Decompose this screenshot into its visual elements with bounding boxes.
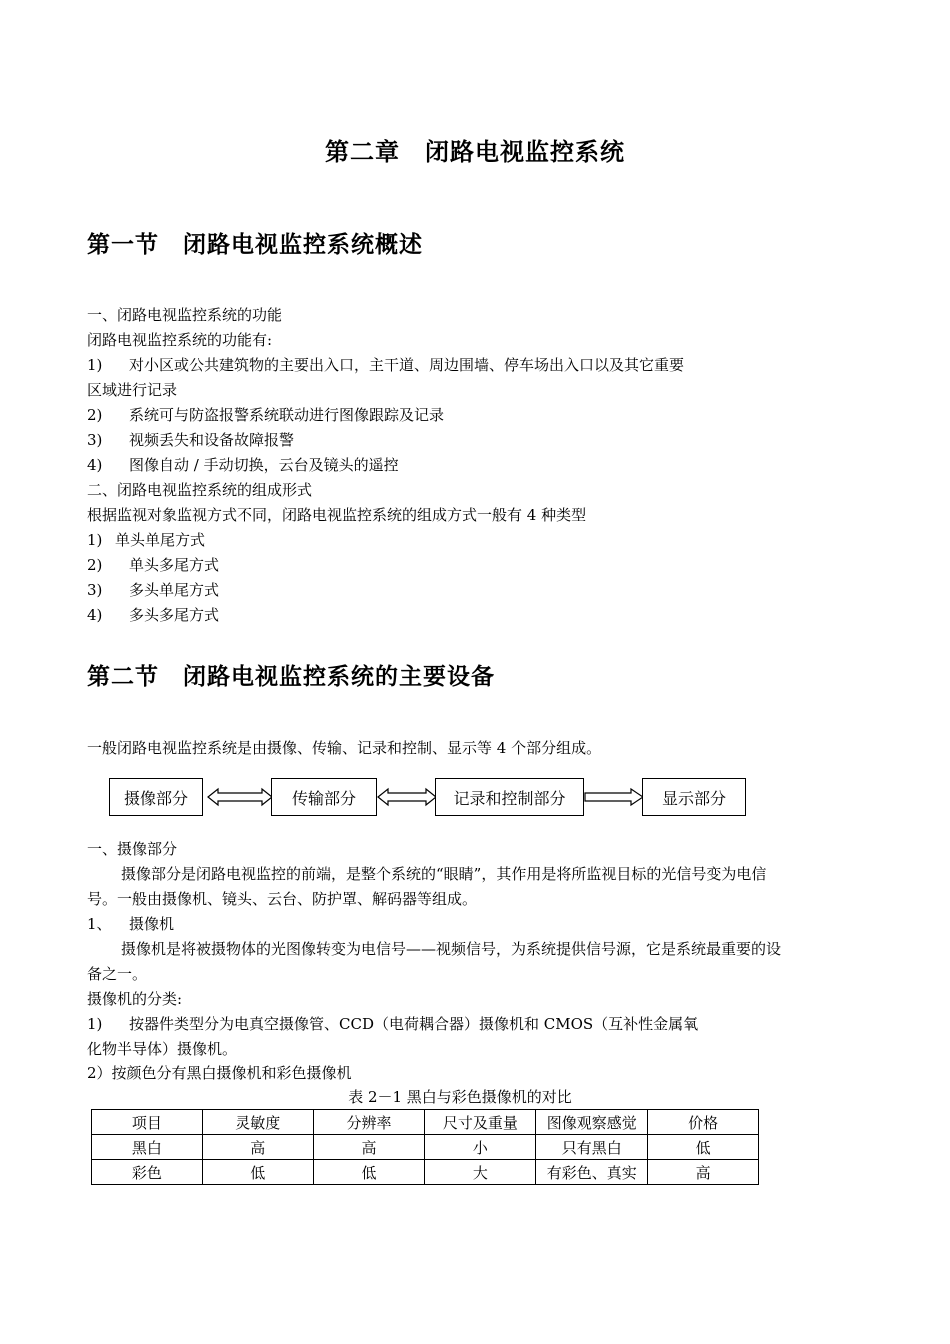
table-header-cell: 价格 — [648, 1110, 759, 1135]
table-cell: 低 — [648, 1135, 759, 1160]
item-number: 1) — [87, 531, 103, 549]
table-cell: 低 — [313, 1160, 425, 1185]
table-cell: 低 — [202, 1160, 313, 1185]
flow-box-display: 显示部分 — [642, 778, 746, 816]
item-number: 2) — [87, 556, 103, 574]
form-item-3 — [87, 580, 219, 600]
table-header-row — [92, 1110, 759, 1135]
functions-intro: 闭路电视监控系统的功能有: — [87, 331, 273, 349]
camera-part-para-line2: 号。一般由摄像机、镜头、云台、防护罩、解码器等组成。 — [87, 890, 478, 908]
item-text: 多头多尾方式 — [129, 606, 220, 624]
subheading-functions: 一、闭路电视监控系统的功能 — [87, 306, 283, 324]
section-2-title: 第二节 闭路电视监控系统的主要设备 — [87, 663, 495, 690]
table-header-cell: 灵敏度 — [202, 1110, 313, 1135]
table-caption: 表 2－1 黑白与彩色摄像机的对比 — [348, 1088, 572, 1106]
item-text: 按器件类型分为电真空摄像管、CCD（电荷耦合器）摄像机和 CMOS（互补性金属氧 — [129, 1015, 699, 1033]
table-cell: 高 — [202, 1135, 313, 1160]
item-text: 摄像机 — [129, 915, 175, 933]
flow-box-record-control: 记录和控制部分 — [435, 778, 584, 816]
item-number: 2) — [87, 406, 103, 424]
form-item-1 — [87, 530, 205, 550]
function-item-4 — [87, 455, 399, 475]
camera-class-item-1-cont: 化物半导体）摄像机。 — [87, 1040, 238, 1058]
chapter-title: 第二章 闭路电视监控系统 — [325, 137, 625, 166]
table-cell: 高 — [313, 1135, 425, 1160]
camera-class-item-1 — [87, 1014, 698, 1034]
item-number: 4) — [87, 606, 103, 624]
right-arrow-icon — [584, 786, 644, 808]
table-header-cell: 尺寸及重量 — [425, 1110, 536, 1135]
double-arrow-icon — [377, 786, 437, 808]
item-text: 视频丢失和设备故障报警 — [129, 431, 295, 449]
camera-class-title: 摄像机的分类: — [87, 990, 183, 1008]
form-item-4 — [87, 605, 219, 625]
table-cell: 大 — [425, 1160, 536, 1185]
item-text: 对小区或公共建筑物的主要出入口，主干道、周边围墙、停车场出入口以及其它重要 — [129, 356, 685, 374]
table-header-cell: 分辨率 — [313, 1110, 425, 1135]
flow-box-camera: 摄像部分 — [109, 778, 203, 816]
function-item-3 — [87, 430, 294, 450]
table-header-cell: 项目 — [92, 1110, 203, 1135]
double-arrow-icon — [207, 786, 273, 808]
item-number: 1) — [87, 1015, 103, 1033]
function-item-2 — [87, 405, 444, 425]
item-number: 4) — [87, 456, 103, 474]
table-cell: 只有黑白 — [536, 1135, 648, 1160]
forms-intro: 根据监视对象监视方式不同，闭路电视监控系统的组成方式一般有 4 种类型 — [87, 506, 587, 524]
section-2-intro: 一般闭路电视监控系统是由摄像、传输、记录和控制、显示等 4 个部分组成。 — [87, 739, 602, 757]
function-item-1-cont: 区域进行记录 — [87, 381, 178, 399]
table-cell: 有彩色、真实 — [536, 1160, 648, 1185]
item-number: 1) — [87, 356, 103, 374]
table-cell: 高 — [648, 1160, 759, 1185]
item-text: 图像自动 / 手动切换，云台及镜头的遥控 — [129, 456, 399, 474]
camera-class-item-2: 2）按颜色分有黑白摄像机和彩色摄像机 — [87, 1064, 352, 1082]
camera-para-line1: 摄像机是将被摄物体的光图像转变为电信号——视频信号，为系统提供信号源，它是系统最重要的设 — [121, 940, 782, 958]
item-text: 系统可与防盗报警系统联动进行图像跟踪及记录 — [129, 406, 445, 424]
subheading-forms: 二、闭路电视监控系统的组成形式 — [87, 481, 313, 499]
item-text: 单头单尾方式 — [115, 531, 206, 549]
table-header-cell: 图像观察感觉 — [536, 1110, 648, 1135]
item-number: 1、 — [87, 915, 112, 933]
item-text: 单头多尾方式 — [129, 556, 220, 574]
camera-heading — [87, 914, 174, 934]
camera-para-line2: 备之一。 — [87, 965, 148, 983]
table-row — [92, 1135, 759, 1160]
comparison-table — [91, 1109, 759, 1185]
table-cell: 小 — [425, 1135, 536, 1160]
function-item-1 — [87, 355, 684, 375]
item-number: 3) — [87, 431, 103, 449]
subheading-camera-part: 一、摄像部分 — [87, 840, 178, 858]
table-row — [92, 1160, 759, 1185]
section-1-title: 第一节 闭路电视监控系统概述 — [87, 231, 423, 258]
item-number: 3) — [87, 581, 103, 599]
form-item-2 — [87, 555, 219, 575]
camera-part-para-line1: 摄像部分是闭路电视监控的前端，是整个系统的“眼睛”，其作用是将所监视目标的光信号变为电信 — [121, 865, 767, 883]
flow-box-transmission: 传输部分 — [271, 778, 377, 816]
item-text: 多头单尾方式 — [129, 581, 220, 599]
table-cell: 黑白 — [92, 1135, 203, 1160]
table-cell: 彩色 — [92, 1160, 203, 1185]
